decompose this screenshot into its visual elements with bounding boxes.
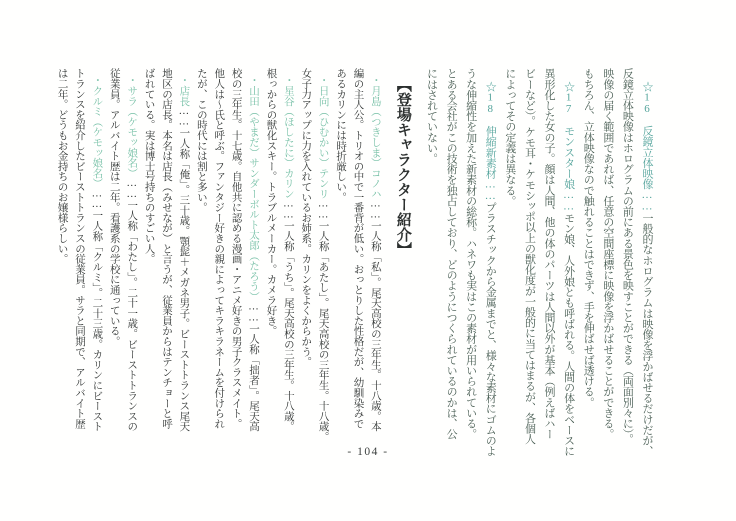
text-column — [297, 68, 314, 448]
glossary-term: ☆17 モンスター娘…… — [562, 81, 575, 213]
text-column — [332, 68, 349, 448]
body-text: ……一人称「うち」。尾天高校の三年生。十八歳。 — [282, 198, 294, 432]
text-column — [53, 68, 70, 448]
text-column — [210, 68, 227, 448]
glossary-term: ☆18 伸縮新素材…… — [484, 81, 497, 202]
body-text: ……一人称「私」。尾天高校の三年生。十八歳。本 — [369, 198, 381, 432]
glossary-term: ☆16 反鏡立体映像…… — [641, 81, 653, 213]
character-name: ・山田（やまだ）サンダーボルト太郎（たろう） — [248, 75, 260, 302]
text-column — [460, 68, 480, 448]
characters-section — [53, 68, 384, 448]
body-text: うな伸縮性を加えた新素材の総称。ハネワも実はこの素材が用いられている。 — [464, 68, 477, 440]
text-column — [279, 68, 296, 455]
text-column — [227, 68, 244, 448]
body-text: 反鏡立体映像はホログラムの前にある景色を映すことができる（両面別々に）。 — [621, 68, 634, 445]
body-text: トランスを紹介したビーストトランスの従業員。サラと同期で、アルバイト歴 — [73, 68, 85, 429]
body-text: 地区の店長。本名は店長（みせなが）と言うが、従業員からはテンチョーと呼 — [161, 68, 172, 429]
text-column — [245, 68, 262, 455]
glossary-section — [421, 68, 656, 457]
text-column — [71, 68, 88, 448]
body-text: プラスチックから金属までと、様々な素材にゴムのよ — [484, 201, 497, 457]
body-text: にはされていない。 — [425, 68, 438, 164]
body-text: 校の三年生。十七歳。自他共に認める漫画・アニメ好きの男子クラスメイト。 — [230, 68, 242, 429]
text-column — [105, 68, 122, 448]
text-column — [519, 68, 539, 448]
text-column — [158, 68, 175, 448]
text-column — [558, 68, 578, 461]
text-column — [123, 68, 140, 455]
body-text: 根っからの獣化スキー。トラブルメーカー。カメラ好き。 — [265, 68, 277, 336]
body-text: もちろん、立体映像なので触れることはできず、手を伸ばせば透ける。 — [582, 68, 595, 408]
body-text: ばれている。実は博士号持ちのすごい人。 — [143, 68, 155, 264]
character-name: ・店長 — [178, 75, 190, 106]
body-text: 編の主人公。トリオの中で一番背が低い。おっとりした性格だが、幼馴染みで — [352, 68, 364, 429]
text-column — [314, 68, 331, 455]
text-column — [636, 68, 656, 461]
text-column — [192, 68, 209, 448]
text-column — [140, 68, 157, 448]
page-number: - 104 - — [347, 446, 389, 458]
text-column — [366, 68, 383, 455]
body-text: 異形化した女の子。顔は人間、他の体のパーツは人間以外が基本（例えばハー — [543, 68, 556, 440]
text-column — [440, 68, 460, 448]
body-text: 従業員。アルバイト歴は二年。看護系の学校に通っている。 — [108, 68, 120, 347]
text-column — [480, 68, 500, 461]
body-text: ……一人称「あたし」。尾天高校の三年生。十八歳。 — [317, 198, 329, 442]
text-column — [88, 68, 105, 455]
character-name: ・星谷（ほしたに）カリン — [282, 75, 294, 199]
character-name: ・日向（ひむかい）テンリ — [317, 75, 329, 199]
character-name: ・月島（つきしま）コノハ — [369, 75, 381, 199]
body-text: たが、この時代には割と多い。 — [195, 68, 207, 213]
text-column — [262, 68, 279, 448]
character-name: ・クルミ（ケモッ娘名） — [91, 75, 103, 189]
text-column — [597, 68, 617, 448]
text-column — [175, 68, 192, 455]
body-text: 映像の届く範囲であれば、任意の空間座標に映像を浮かばせることができる。 — [601, 68, 614, 440]
body-text: 女子力アップに力を入れているお姉系。カリンをよくからかう。 — [300, 68, 312, 367]
body-text: 他人は〜氏と呼ぶ。ファンタジー好きの親によってキラキラネームを付けられ — [213, 68, 225, 429]
text-column — [578, 68, 598, 448]
body-text: は二年。どうもお金持ちのお嬢様らしい。 — [56, 68, 68, 264]
body-text: あるカリンには時折厳しい。 — [335, 68, 347, 202]
text-column — [421, 68, 441, 448]
text-column — [499, 68, 519, 448]
body-text: 一般的なホログラムは映像を浮かばせるだけだが、 — [641, 212, 653, 457]
body-text: ……一人称「拙者」。尾天高 — [248, 301, 260, 432]
body-text: ……一人称「俺」。三十歳。顎髭＋メガネ男子。ビーストトランス尾天 — [178, 105, 190, 432]
body-text: とある会社がこの技術を独占しており、どのようにつくられているのかは、公 — [445, 68, 458, 440]
body-text: によってその定義は異なる。 — [503, 68, 516, 206]
text-column — [349, 68, 366, 448]
body-text: モン娘、人外娘とも呼ばれる。人間の体をベースに — [562, 212, 575, 457]
body-text: ……一人称「クルミ」。二十三歳。カリンにビースト — [91, 188, 103, 432]
text-column — [617, 68, 637, 448]
body-text: ビーなど）。ケモ耳・ケモシッポ以上の獣化度が一般的に当てはまるが、各個人 — [523, 68, 536, 445]
text-column — [538, 68, 558, 448]
character-name: ・サラ（ケモッ娘名） — [126, 75, 138, 179]
chapter-heading: 【登場キャラクター紹介】 — [394, 77, 411, 257]
body-text: ……一人称「わたし」。二十一歳。ビーストトランスの — [126, 178, 138, 432]
